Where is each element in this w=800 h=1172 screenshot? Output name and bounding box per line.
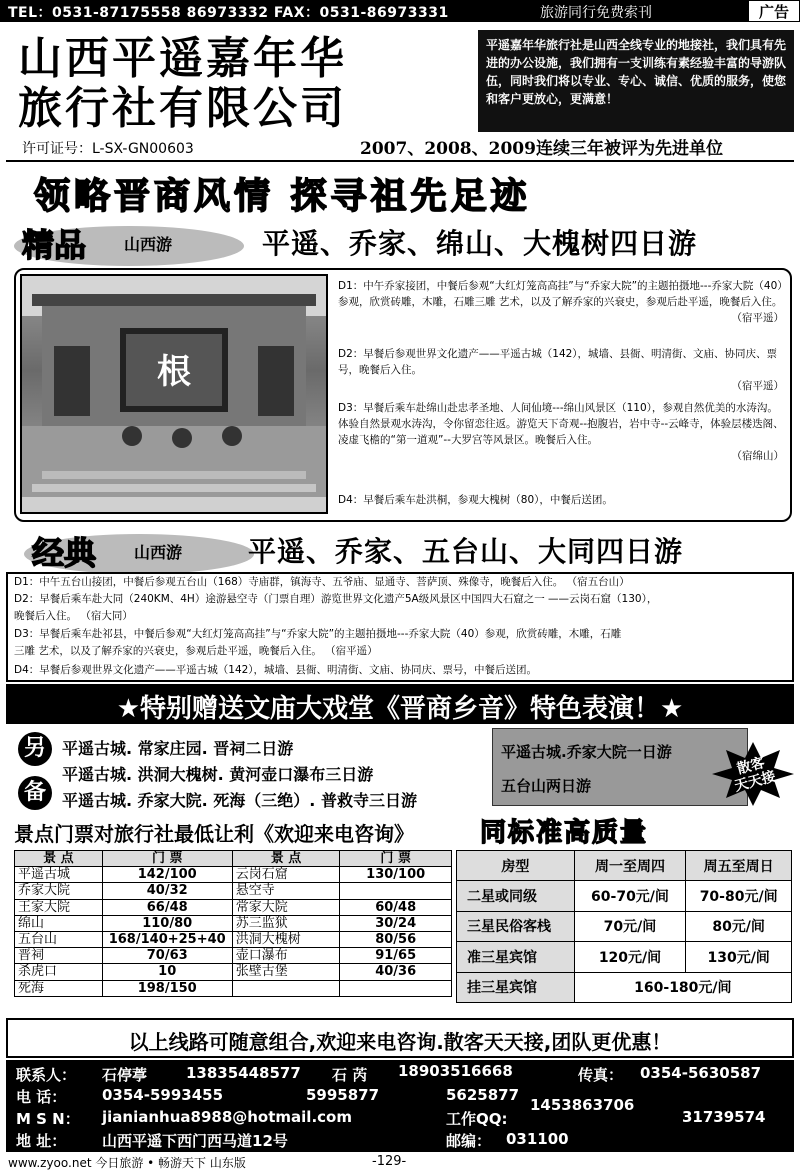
qiao-family-courtyard-photo	[20, 274, 328, 514]
spot-price: 110/80	[102, 915, 232, 931]
spot-name: 云岗石窟	[232, 867, 340, 883]
walk-in-guests-badge	[712, 742, 794, 806]
backup-tours-char: 备	[18, 776, 52, 810]
courtyard-illustration	[22, 276, 326, 512]
jingpin-day-1: D1：中午乔家接团，中餐后参观“大红灯笼高高挂”与“乔家大院”的主题拍摄地---乔家大院（40）参观，欣赏砖雕，木雕，石雕三雕 艺术，以及了解乔家的兴衰史，参观后赴平遥，晚餐后入住。 （宿平遥）	[338, 280, 784, 324]
spot-name: 常家大院	[232, 899, 340, 915]
weekday-price: 60-70元/间	[574, 881, 686, 911]
award-text: 2007、2008、2009连续三年被评为先进单位	[360, 139, 723, 159]
weekend-price: 70-80元/间	[686, 881, 792, 911]
special-show-text: ★特别赠送文庙大戏堂《晋商乡音》特色表演！★	[116, 694, 684, 724]
col-header: 房型	[457, 851, 575, 881]
free-index-label: 旅游同行免费索刊	[540, 5, 652, 21]
tour-option-2: 平遥古城. 洪洞大槐树. 黄河壶口瀑布三日游	[62, 765, 374, 784]
contact-person-label: 联系人：	[16, 1066, 77, 1084]
weekend-price: 130元/间	[686, 942, 792, 972]
spot-price: 70/63	[102, 948, 232, 964]
contact-person-1: 石停葶	[102, 1066, 148, 1084]
weekday-price: 120元/间	[574, 942, 686, 972]
company-name-line1: 山西平遥嘉年华	[18, 33, 347, 84]
address-label: 地 址：	[16, 1132, 67, 1150]
slogan: 领略晋商风情 探寻祖先足迹	[34, 175, 531, 217]
table-row	[15, 931, 452, 947]
weekday-price: 70元/间	[574, 911, 686, 941]
jingdian-line: D3：早餐后乘车赴祁县，中餐后参观“大红灯笼高高挂”与“乔家大院”的主题拍摄地---乔家大院（40）参观，欣赏砖雕，木雕，石雕	[14, 628, 622, 640]
tour-option-1: 平遥古城. 常家庄园. 晋祠二日游	[62, 739, 294, 758]
spot-name: 晋祠	[15, 948, 103, 964]
special-show-banner	[6, 684, 794, 724]
company-name	[18, 34, 347, 134]
spot-name: 苏三监狱	[232, 915, 340, 931]
page-footer	[0, 1152, 800, 1172]
spot-price	[340, 883, 452, 899]
quality-slogan: 同标准高质量	[480, 818, 649, 848]
table-row	[15, 867, 452, 883]
spot-name: 张壁古堡	[232, 964, 340, 980]
room-type: 准三星宾馆	[457, 942, 575, 972]
jingdian-line: 三雕 艺术，以及了解乔家的兴衰史，参观后赴平遥，晚餐后入住。 （宿平遥）	[14, 645, 378, 657]
spot-name: 平遥古城	[15, 867, 103, 883]
license-number: 许可证号：L-SX-GN00603	[22, 141, 194, 157]
address-text: 山西平遥下西门西马道12号	[102, 1132, 288, 1150]
short-tour-box	[492, 728, 748, 806]
combine-notice-text: 以上线路可随意组合,欢迎来电咨询.散客天天接,团队更优惠！	[128, 1030, 672, 1054]
spot-name: 洪洞大槐树	[232, 931, 340, 947]
table-row	[457, 942, 792, 972]
col-header: 门 票	[102, 851, 232, 867]
jingdian-tag-big: 经典	[32, 534, 97, 572]
qq-label: 工作QQ:	[446, 1110, 508, 1128]
all-week-price: 160-180元/间	[574, 972, 791, 1002]
spot-price: 30/24	[340, 915, 452, 931]
contact-panel	[6, 1060, 794, 1152]
spot-price: 40/36	[340, 964, 452, 980]
table-row	[457, 972, 792, 1002]
jingdian-tag	[24, 526, 264, 576]
jingpin-tag	[14, 218, 254, 268]
contact-phone-2: 18903516668	[398, 1062, 513, 1080]
walk-in-guests-text: 散客 天天接	[732, 754, 778, 795]
short-tour-2: 五台山两日游	[501, 777, 592, 795]
spot-name: 乔家大院	[15, 883, 103, 899]
table-header-row	[457, 851, 792, 881]
spot-name: 五台山	[15, 931, 103, 947]
footer-site: www.zyoo.net 今日旅游 • 畅游天下 山东版	[8, 1156, 246, 1170]
short-tour-1: 平遥古城.乔家大院一日游	[501, 743, 672, 761]
hotel-price-table	[456, 850, 792, 1003]
col-header: 周五至周日	[686, 851, 792, 881]
spot-price: 10	[102, 964, 232, 980]
col-header: 周一至周四	[574, 851, 686, 881]
spot-price: 80/56	[340, 931, 452, 947]
spot-price	[340, 980, 452, 996]
spot-name: 悬空寺	[232, 883, 340, 899]
col-header: 景 点	[232, 851, 340, 867]
tour-option-3: 平遥古城. 乔家大院. 死海（三绝）. 普救寺三日游	[62, 791, 417, 810]
spot-price: 91/65	[340, 948, 452, 964]
spot-name: 杀虎口	[15, 964, 103, 980]
slogan-band	[6, 160, 794, 218]
msn-address: jianianhua8988@hotmail.com	[102, 1108, 352, 1126]
jingdian-line: D4：早餐后参观世界文化遗产——平遥古城（142），城墙、县衙、明清街、文庙、协同庆、票号，中餐后送团。	[14, 664, 538, 676]
spot-price: 142/100	[102, 867, 232, 883]
table-row	[457, 911, 792, 941]
spot-price: 198/150	[102, 980, 232, 996]
jingpin-day-3: D3：早餐后乘车赴绵山赴忠孝圣地、人间仙境---绵山风景区（110），参观自然优美的水涛沟。体验自然景观水涛沟，令你留恋往返。游览天下奇观--抱腹岩，岩中寺--云峰寺，体验层楼迭阁、凌虚飞檐的“第一道观”--大罗宫等风景区。晚餐后入住。 （宿绵山）	[338, 402, 784, 462]
contact-phone-1: 13835448577	[186, 1064, 301, 1082]
contact-person-2: 石 芮	[332, 1066, 368, 1084]
col-header: 门 票	[340, 851, 452, 867]
jingpin-title: 平遥、乔家、绵山、大槐树四日游	[262, 227, 698, 260]
jingdian-box	[6, 572, 794, 682]
tel-number-2: 5995877	[306, 1086, 380, 1104]
fax-label: 传真：	[578, 1066, 624, 1084]
fax-number: 0354-5630587	[640, 1064, 762, 1082]
ticket-price-table	[14, 850, 452, 997]
room-type: 挂三星宾馆	[457, 972, 575, 1002]
spot-price: 60/48	[340, 899, 452, 915]
jingdian-line: D2：早餐后乘车赴大同（240KM、4H）途游悬空寺（门票自理）游览世界文化遗产5A级风景区中国四大石窟之一 ——云岗石窟（130），	[14, 593, 658, 605]
page-number: -129-	[372, 1154, 407, 1169]
weekend-price: 80元/间	[686, 911, 792, 941]
table-row	[15, 964, 452, 980]
table-row	[15, 899, 452, 915]
ticket-discount-title: 景点门票对旅行社最低让利《欢迎来电咨询》	[14, 822, 414, 846]
jingpin-day-4: D4：早餐后乘车赴洪桐，参观大槐树（80），中餐后送团。	[338, 494, 613, 506]
tel-number-1: 0354-5993455	[102, 1086, 224, 1104]
table-header-row	[15, 851, 452, 867]
qq-number-1: 1453863706	[530, 1096, 635, 1114]
ad-badge: 广告	[748, 0, 800, 22]
combine-notice	[6, 1018, 794, 1058]
zip-label: 邮编：	[446, 1132, 492, 1150]
zip-code: 031100	[506, 1130, 569, 1148]
msn-label: M S N：	[16, 1110, 80, 1128]
col-header: 景 点	[15, 851, 103, 867]
jingpin-day-2: D2：早餐后参观世界文化遗产——平遥古城（142），城墙、县衙、明清街、文庙、协同庆、票号，晚餐后入住。 （宿平遥）	[338, 348, 784, 392]
table-row	[15, 980, 452, 996]
other-tours-char: 另	[18, 732, 52, 766]
intro-box: 平遥嘉年华旅行社是山西全线专业的地接社，我们具有先进的办公设施，我们拥有一支训练有素经验丰富的导游队伍，同时我们将以专业、专心、诚信、优质的服务，使您和客户更放心，更满意！	[478, 30, 794, 132]
table-row	[15, 948, 452, 964]
jingpin-tag-small: 山西游	[124, 235, 173, 254]
spot-price: 66/48	[102, 899, 232, 915]
top-bar	[0, 0, 800, 22]
spot-name: 王家大院	[15, 899, 103, 915]
room-type: 二星或同级	[457, 881, 575, 911]
room-type: 三星民俗客栈	[457, 911, 575, 941]
spot-price: 130/100	[340, 867, 452, 883]
jingpin-tag-big: 精品	[22, 226, 87, 264]
spot-price: 40/32	[102, 883, 232, 899]
photo-plaque-char: 根	[157, 352, 191, 392]
qq-number-2: 31739574	[682, 1108, 766, 1126]
company-name-line2: 旅行社有限公司	[18, 83, 347, 134]
tel-number-3: 5625877	[446, 1086, 520, 1104]
spot-price: 168/140+25+40	[102, 931, 232, 947]
spot-name: 死海	[15, 980, 103, 996]
table-row	[457, 881, 792, 911]
spot-name: 绵山	[15, 915, 103, 931]
jingdian-line: D1：中午五台山接团，中餐后参观五台山（168）寺庙群，镇海寺、五爷庙、显通寺、菩萨顶、殊像寺，晚餐后入住。 （宿五台山）	[14, 576, 630, 588]
tel-label: 电 话：	[16, 1088, 67, 1106]
spot-name: 壶口瀑布	[232, 948, 340, 964]
jingdian-title: 平遥、乔家、五台山、大同四日游	[248, 535, 684, 568]
table-row	[15, 915, 452, 931]
spot-name	[232, 980, 340, 996]
jingdian-tag-small: 山西游	[134, 543, 183, 562]
table-row	[15, 883, 452, 899]
top-tel-fax: TEL：0531-87175558 86973332 FAX：0531-86973331	[8, 5, 449, 21]
jingdian-line: 晚餐后入住。 （宿大同）	[14, 610, 133, 622]
